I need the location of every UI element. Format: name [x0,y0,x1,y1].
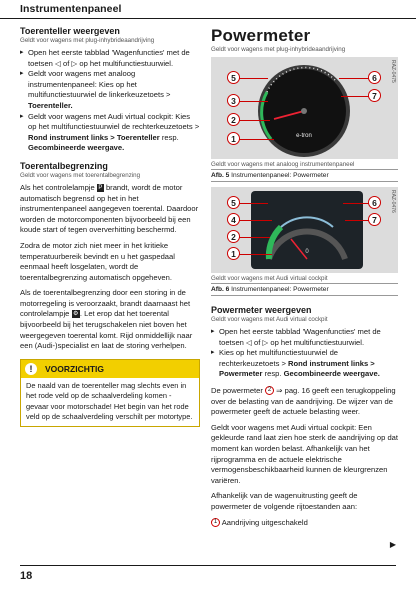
callout-5: 5 [227,196,240,209]
warning-lamp-icon: P [98,184,103,191]
paragraph-begrenzing-1: Als het controlelampje P brandt, wordt de motor automatisch begrensd op het in het instrumentenpaneel aangegeven toerental. Daardoor worden de motorcomponenten bijvoorbeeld bij een koude start of tegen oververhitting beschermd. [20,182,199,235]
left-column [20,26,200,427]
paragraph-powermeter-2: Geldt voor wagens met Audi virtual cockpit: Een gekleurde rand laat zien hoe sterk de aandrijving op dat moment kan worden belast. Afhankelijk van het rijprogramma en de actuele elektrische vermogensbeschikbaarheid kunnen de kleurgrenzen variëren. [211,422,399,485]
callout-1: 1 [227,132,240,145]
right-column [211,26,398,528]
callout-4: 4 [227,213,240,226]
header-rule [0,18,416,19]
powermeter-title: Powermeter [211,26,311,45]
powermeter-subtitle: Geldt voor wagens met plug-inhybrideaandrijving [211,46,346,53]
callout-1: 1 [227,247,240,260]
callout-ref-1: 1 [211,518,220,527]
figure-5-code: RAZ-0475 [390,60,396,83]
figure-5-image [211,57,398,159]
list-item-aandrijving-uit: 1 Aandrijving uitgeschakeld [211,518,398,529]
figure-6-caption: Afb. 6 Instrumentenpaneel: Powermeter [211,286,329,293]
callout-2: 2 [227,230,240,243]
page-number: 18 [20,570,33,582]
engine-lamp-icon: ⚙ [73,311,79,318]
callout-5: 5 [227,71,240,84]
caution-title: VOORZICHTIG [45,363,105,374]
figure-6-code: RAZ-0476 [390,190,396,213]
callout-ref-2: 2 [265,386,274,395]
step-2: ▸ Kies op het multifunctiestuurwiel de rechterkeuzetoets > Rond instrument links > Powermeter resp. Gecombineerde weergave. [211,348,398,380]
toerenteller-steps [20,48,200,154]
footer-rule [20,565,396,566]
figure-6 [211,187,398,296]
continue-arrow-icon: ▶ [389,540,396,549]
powermeter-steps [211,327,398,380]
callout-6: 6 [368,71,381,84]
callout-3: 3 [227,94,240,107]
figure-6-condition: Geldt voor wagens met Audi virtual cockpit [211,273,398,284]
figure-6-image [211,187,398,273]
figure-5-condition: Geldt voor wagens met analoog instrumentenpaneel [211,159,398,170]
paragraph-begrenzing-3: Als de toerentalbegrenzing door een storing in de motorregeling is veroorzaakt, brandt daarnaast het controlelampje ⚙ . Let erop dat het toerental bijvoorbeeld bij het terugschakelen niet boven het weergegeven toerental komt. Rijd onmiddellijk naar een (Audi-)specialist en laat de storing verhelpen. [20,288,193,351]
callout-7: 7 [368,213,381,226]
section-subtitle-powermeter-weergeven: Geldt voor wagens met Audi virtual cockpit [211,316,328,323]
section-title-toerenteller: Toerenteller weergeven [20,26,120,36]
header-title: Instrumentenpaneel [20,3,122,15]
step-3: ▸ Geldt voor wagens met Audi virtual cockpit: Kies op het multifunctiestuurwiel de rechterkeuzetoets > Rond instrument links > Toerenteller resp. Gecombineerde weergave. [20,112,200,154]
figure-5-caption: Afb. 5 Instrumentenpaneel: Powermeter [211,172,329,179]
callout-6: 6 [368,196,381,209]
step-1: ▸ Open het eerste tabblad 'Wagenfuncties' met de toetsen ◁ of ▷ op het multifunctiestuurwiel. [211,327,398,348]
section-subtitle-toerentalbegrenzing: Geldt voor wagens met toerentalbegrenzing [20,171,141,179]
callout-7: 7 [368,89,381,102]
caution-header [21,360,199,378]
figure-5 [211,57,398,182]
step-2: ▸ Geldt voor wagens met analoog instrumentenpaneel: Kies op het multifunctiestuurwiel de linkerkeuzetoets > Toerenteller. [20,69,200,111]
svg-text:0: 0 [305,249,309,255]
section-subtitle-toerenteller: Geldt voor wagens met plug-inhybrideaandrijving [20,37,155,44]
caution-text: De naald van de toerenteller mag slechts even in het rode veld op de schaalverdeling komen - gevaar voor motorschade! Het begin van het rode veld op de schaalverdeling verschilt per motortype. [21,378,199,427]
page-header [0,0,416,20]
paragraph-powermeter-3: Afhankelijk van de wagenuitrusting geeft de powermeter de volgende rijtoestanden aan: [211,491,358,511]
paragraph-begrenzing-2: Zodra de motor zich niet meer in het kritieke temperatuurbereik bevindt en u het gaspedaal eenmaal heeft losgelaten, wordt de toerentalbegrenzing automatisch opgeheven. [20,240,175,282]
section-title-toerentalbegrenzing: Toerentalbegrenzing [20,160,108,171]
caution-box [20,359,200,428]
paragraph-powermeter-1: De powermeter 2 ⇒ pag. 16 geeft een terugkoppeling over de belasting van de aandrijving. De wijzer van de powermeter geeft de actuele belasting weer. [211,385,396,417]
callout-2: 2 [227,113,240,126]
exclamation-icon: ! [25,363,37,375]
step-1: ▸ Open het eerste tabblad 'Wagenfuncties' met de toetsen ◁ of ▷ op het multifunctiestuurwiel. [20,48,200,69]
gauge-brand-text: e-tron [296,133,312,139]
section-title-powermeter-weergeven: Powermeter weergeven [211,305,312,315]
